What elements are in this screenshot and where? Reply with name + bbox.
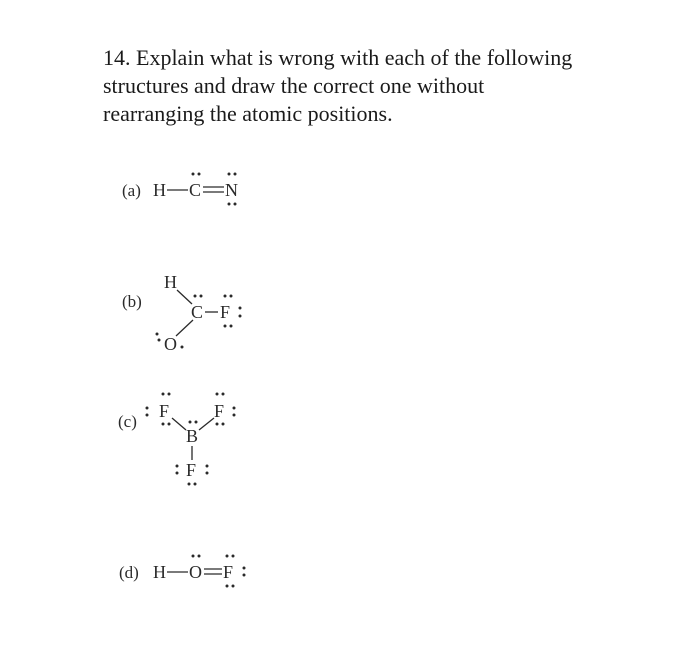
structure-a — [122, 173, 238, 206]
lone-pair-dot — [188, 483, 191, 486]
lone-pair-dot — [176, 465, 179, 468]
lone-pair-dot — [194, 483, 197, 486]
lone-pair-dot — [226, 585, 229, 588]
lone-pair-dot — [189, 421, 192, 424]
lone-pair-dot — [162, 393, 165, 396]
question-line: rearranging the atomic positions. — [103, 101, 393, 126]
lone-pair-dot — [230, 295, 233, 298]
lone-pair-dot — [243, 574, 246, 577]
lone-pair-dot — [222, 423, 225, 426]
single-bond — [176, 320, 193, 336]
lone-pair-dot — [194, 295, 197, 298]
single-bond — [177, 290, 192, 304]
lone-pair-dot — [228, 173, 231, 176]
lone-pair-dot — [222, 393, 225, 396]
lone-pair-dot — [232, 555, 235, 558]
lone-pair-dot — [192, 555, 195, 558]
lone-pair-dot — [224, 325, 227, 328]
lone-pair-dot — [233, 414, 236, 417]
lone-pair-dot — [158, 339, 161, 342]
lone-pair-dot — [198, 555, 201, 558]
lone-pair-dot — [162, 423, 165, 426]
question-line: structures and draw the correct one without — [103, 73, 485, 98]
atom-c: C — [189, 180, 202, 200]
atom-f: F — [186, 460, 197, 480]
atom-f: F — [214, 401, 225, 421]
lone-pair-dot — [224, 295, 227, 298]
lone-pair-dot — [176, 472, 179, 475]
lone-pair-dot — [168, 393, 171, 396]
lone-pair-dot — [216, 423, 219, 426]
lone-pair-dot — [230, 325, 233, 328]
atom-n: N — [225, 180, 238, 200]
structure-b-label: (b) — [122, 292, 142, 311]
lone-pair-dot — [243, 567, 246, 570]
lone-pair-dot — [239, 315, 242, 318]
lone-pair-dot — [192, 173, 195, 176]
atom-h: H — [153, 562, 166, 582]
single-bond — [199, 418, 214, 430]
lone-pair-dot — [198, 173, 201, 176]
lone-pair-dot — [228, 203, 231, 206]
structure-a-label: (a) — [122, 181, 141, 200]
atom-f: F — [159, 401, 170, 421]
lone-pair-dot — [232, 585, 235, 588]
lone-pair-dot — [216, 393, 219, 396]
atom-f: F — [220, 302, 231, 322]
lone-pair-dot — [168, 423, 171, 426]
atom-o: O — [164, 334, 177, 354]
structure-b — [122, 272, 242, 354]
atom-c: C — [191, 302, 204, 322]
lone-pair-dot — [206, 472, 209, 475]
lone-pair-dot — [156, 333, 159, 336]
structure-d-label: (d) — [119, 563, 139, 582]
lone-pair-dot — [206, 465, 209, 468]
atom-h: H — [153, 180, 166, 200]
lone-pair-dot — [146, 414, 149, 417]
lone-pair-dot — [146, 407, 149, 410]
lone-pair-dot — [233, 407, 236, 410]
question-line: 14. Explain what is wrong with each of the following — [103, 45, 573, 70]
lone-pair-dot — [234, 173, 237, 176]
lone-pair-dot — [181, 346, 184, 349]
atom-h: H — [164, 272, 177, 292]
structure-c-label: (c) — [118, 412, 137, 431]
structure-d — [119, 555, 246, 588]
lone-pair-dot — [195, 421, 198, 424]
atom-o: O — [189, 562, 202, 582]
lone-pair-dot — [234, 203, 237, 206]
lone-pair-dot — [239, 307, 242, 310]
atom-b: B — [186, 426, 199, 446]
atom-f: F — [223, 562, 234, 582]
structure-c — [118, 393, 236, 486]
single-bond — [172, 418, 186, 430]
lone-pair-dot — [200, 295, 203, 298]
lone-pair-dot — [226, 555, 229, 558]
